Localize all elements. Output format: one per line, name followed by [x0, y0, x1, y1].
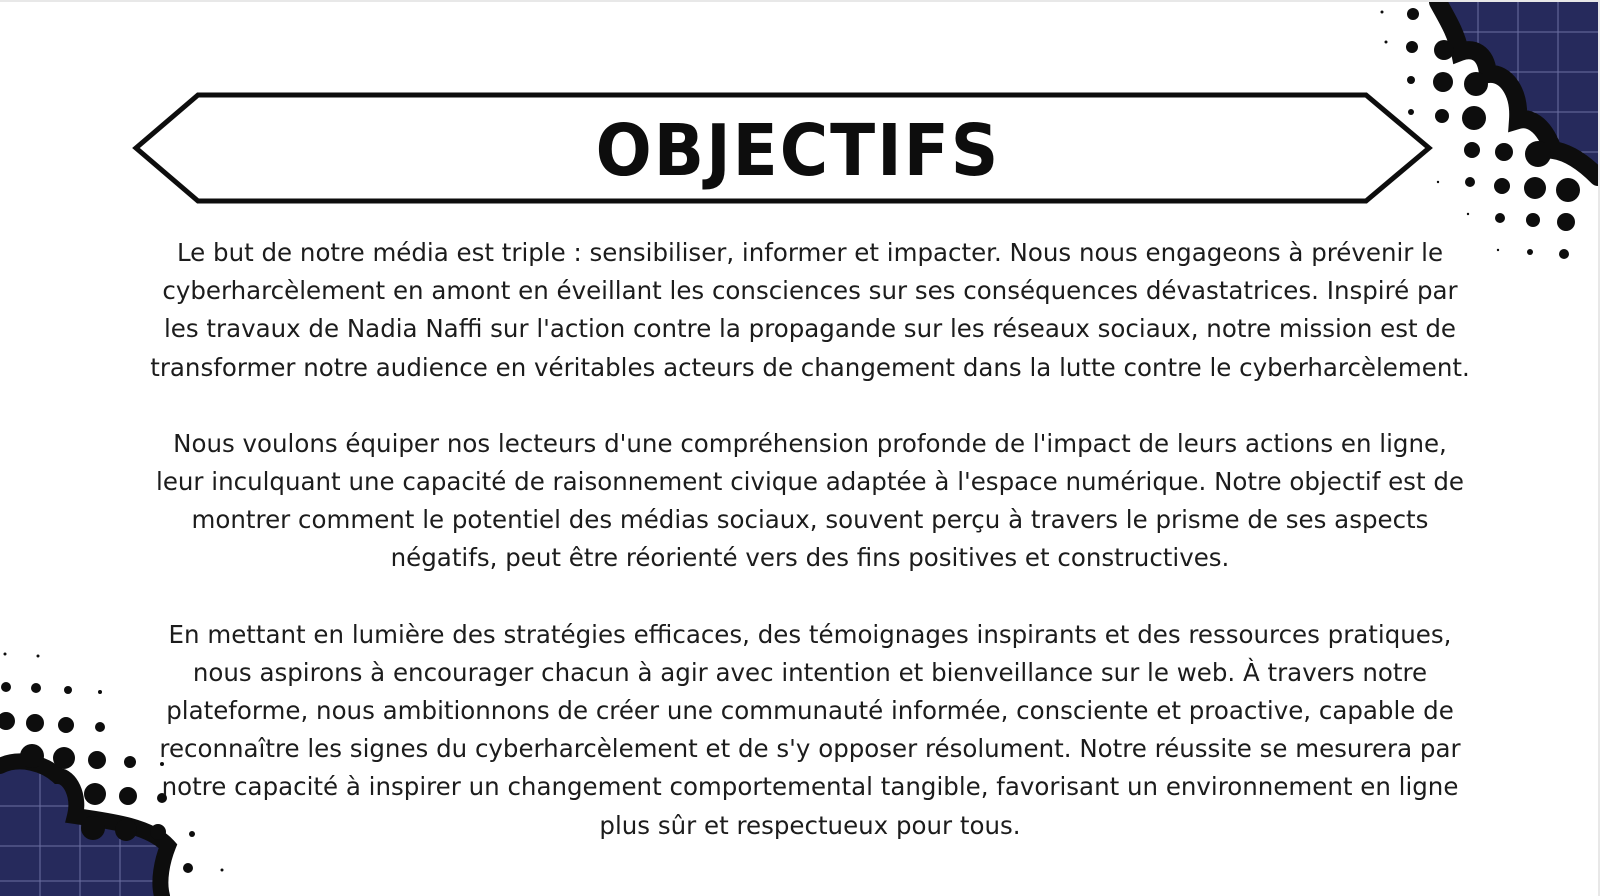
title-banner: [132, 92, 1464, 208]
page-title: OBJECTIFS: [595, 108, 1001, 192]
paragraph-2: Nous voulons équiper nos lecteurs d'une compréhension profonde de l'impact de leurs actions en ligne, leur inculquant une capacité de raisonnement civique adaptée à l'espace numérique. Notre objectif est de montrer comment le potentiel des médias sociaux, souvent perçu à travers le prisme de ses aspects négatifs, peut être réorienté vers des fins positives et constructives.: [156, 428, 1464, 573]
paragraph-3: En mettant en lumière des stratégies efficaces, des témoignages inspirants et des ressources pratiques, nous aspirons à encourager chacun à agir avec intention et bienveillance sur le web. À travers notre plateforme, nous ambitionnons de créer une communauté informée, consciente et proactive, capable de reconnaître les signes du cyberharcèlement et de s'y opposer résolument. Notre réussite se mesurera par notre capacité à inspirer un changement comportemental tangible, favorisant un environnement en ligne plus sûr et respectueux pour tous.: [159, 619, 1461, 840]
paragraph-1: Le but de notre média est triple : sensibiliser, informer et impacter. Nous nous engageons à prévenir le cyberharcèlement en amont en éveillant les consciences sur ses conséquences dévastatrices. Inspiré par les travaux de Nadia Naffi sur l'action contre la propagande sur les réseaux sociaux, notre mission est de transformer notre audience en véritables acteurs de changement dans la lutte contre le cyberharcèlement.: [150, 238, 1470, 382]
body-text: [150, 234, 1470, 845]
